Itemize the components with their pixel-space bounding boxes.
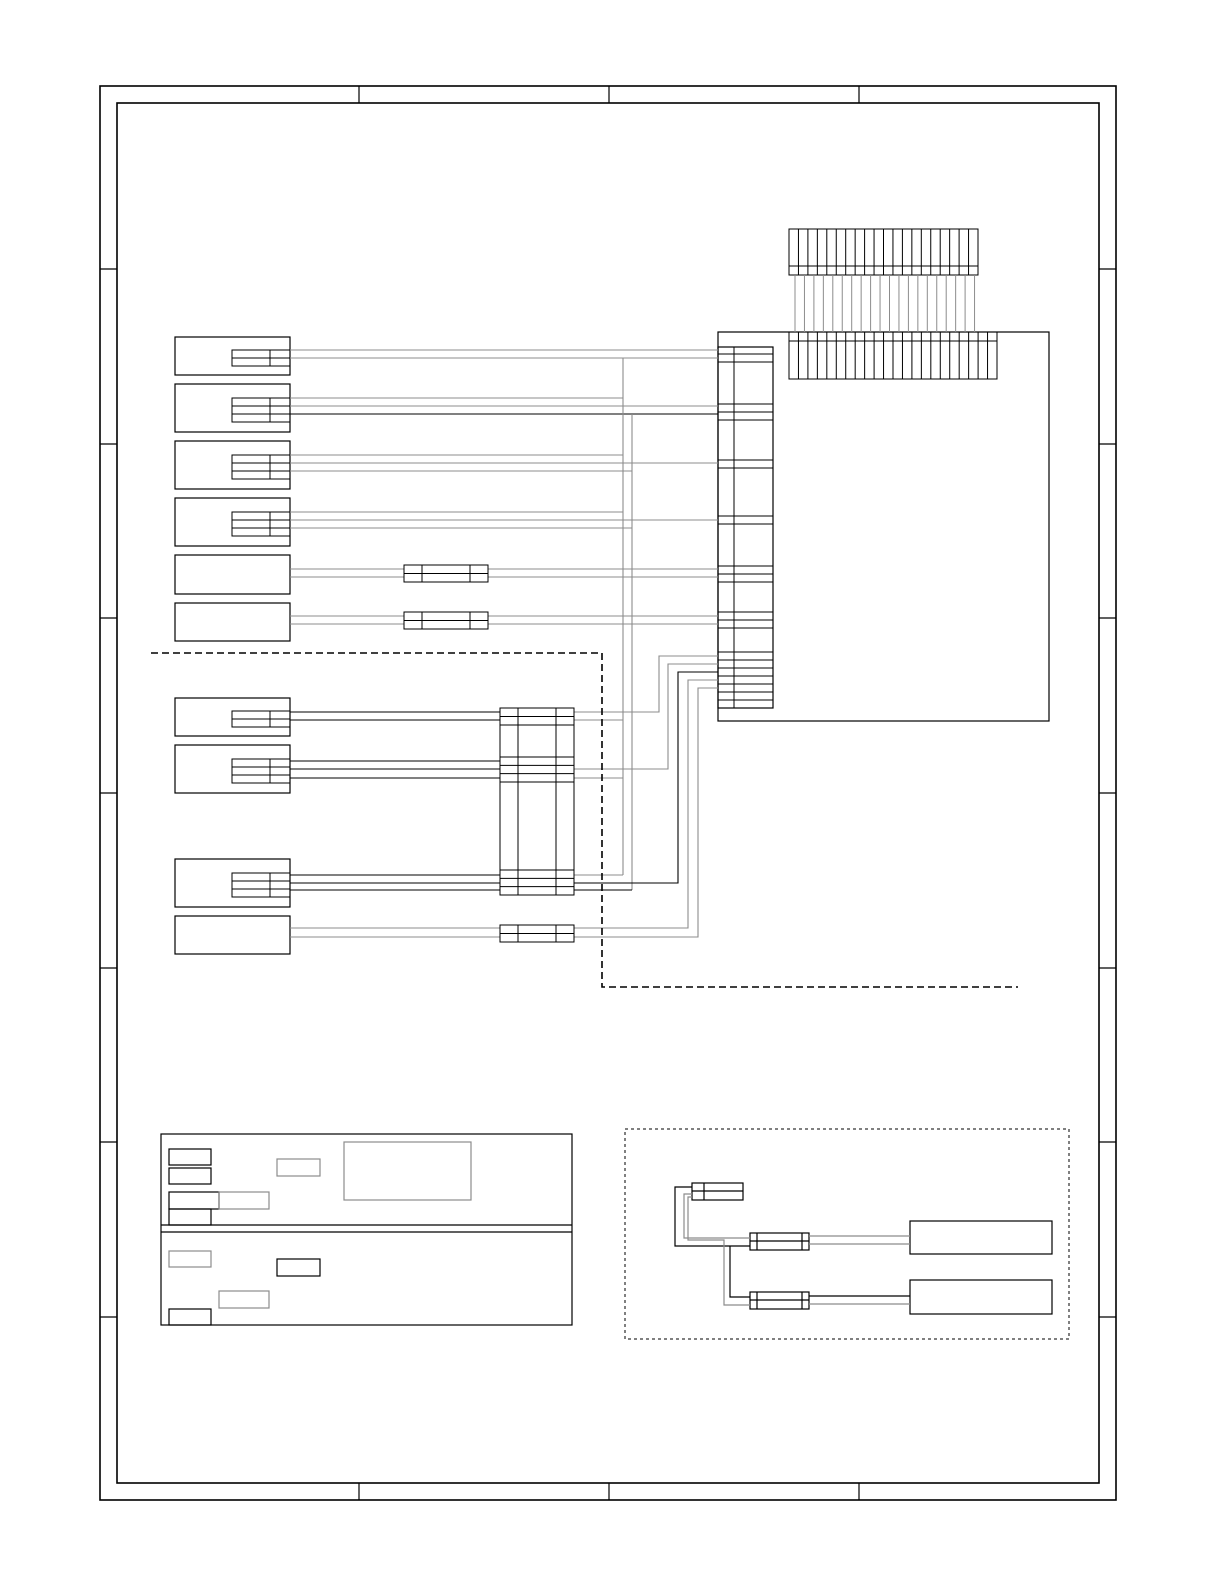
relay-connectors [404,565,574,942]
legend-block [161,1134,572,1325]
inset-boundary-dashed [625,1129,1069,1339]
inset-sensor-a [910,1221,1052,1254]
zone-ticks [359,86,859,1500]
main-board-connector-strip [718,347,773,708]
sensor-box [175,555,290,594]
harness-wires [290,350,718,937]
sensor-box [175,498,290,546]
relay-connector [500,708,574,725]
main-board [718,332,1049,721]
sensor-box [175,337,290,375]
sensor-box [175,603,290,641]
relay-connector [500,925,574,942]
legend-outer [161,1134,572,1325]
connector-strip-dividers [718,347,773,708]
sensor-box [175,745,290,793]
sensor-box [175,384,290,432]
sensor-box [175,859,290,907]
inset-detail [675,1183,1052,1314]
relay-connector [404,612,488,629]
relay-connector [500,870,574,895]
relay-connector [404,565,488,582]
relay-connector [500,757,574,782]
sensor-box [175,916,290,954]
header-pin-block [789,229,997,379]
sensor-boxes [175,337,290,954]
sensor-box [175,441,290,489]
inset-sensor-b [910,1280,1052,1314]
sensor-box [175,698,290,736]
